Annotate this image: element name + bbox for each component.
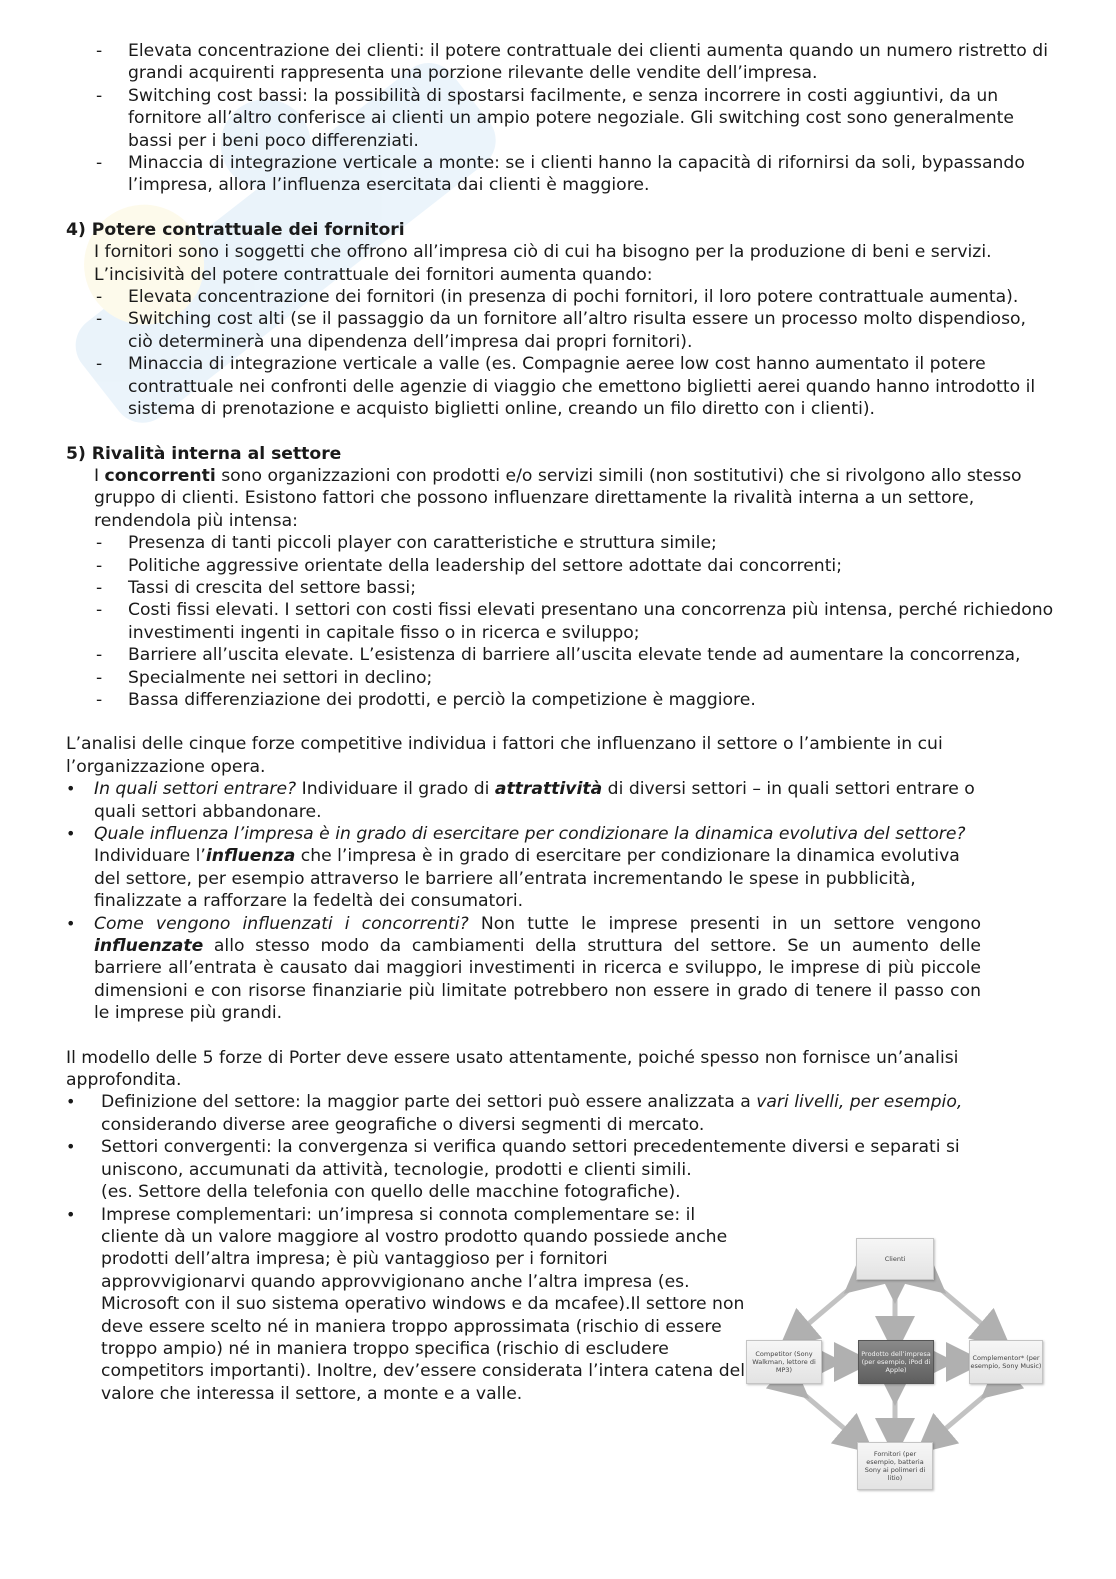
text-span: allo stesso modo da cambiamenti della struttura del settore. Se un aumento delle barriere all’entrata è causato dai maggiori investimenti in ricerca e sviluppo, le imprese di più piccole dimensioni e con risorse finanziarie più limitate potrebbero non essere in grado di tenere il passo con le imprese più grandi. — [94, 936, 981, 1024]
list-item: - Switching cost alti (se il passaggio da un fornitore all’altro risulta essere un processo molto dispendioso, ciò determinerà una dipendenza dell’impresa dai propri fornitori). — [66, 308, 1056, 353]
spacer — [66, 1025, 1056, 1047]
text-span: Definizione del settore: la maggior parte dei settori può essere analizzata a — [101, 1092, 757, 1113]
diagram-box-clienti: Clienti — [856, 1238, 934, 1280]
complementor-diagram — [744, 1236, 1046, 1492]
keyword-attrattivita: attrattività — [494, 779, 603, 800]
bullet-item: • Imprese complementari: un’impresa si connota complementare se: il cliente dà un valore maggiore al vostro prodotto quando possiede anche prodotti dell’altra impresa; è più vantaggioso per i fornitori approvvigionarvi quando approvvigionano anche l’altra impresa (es. Microsoft con il suo sistema operativo windows e da mcafee).Il settore non deve essere scelto né in maniera troppo approssimata (rischio di essere troppo ampio) né in maniera troppo specifica (rischio di escludere competitors importanti). Inoltre, dev’essere considerata l’intera catena del valore che interessa il settore, a monte e a valle. — [66, 1204, 751, 1406]
bullet-item — [66, 823, 981, 913]
text-span: Individuare l’ — [94, 846, 206, 867]
list-item: - Bassa differenziazione dei prodotti, e perciò la competizione è maggiore. — [66, 689, 1056, 711]
text-span: • Settori convergenti: la convergenza si verifica quando settori precedentemente diversi e separati si uniscono, accumunati da attività, tecnologie, prodotti e clienti simili. — [101, 1137, 960, 1180]
diagram-box-competitor: Competitor (Sony Walkman, lettore di MP3) — [746, 1340, 822, 1384]
list-item: - Minaccia di integrazione verticale a valle (es. Compagnie aeree low cost hanno aumentato il potere contrattuale nei confronti delle agenzie di viaggio che emettono biglietti aerei quando hanno introdotto il sistema di prenotazione e acquisto biglietti online, creando un filo diretto con i clienti). — [66, 353, 1056, 420]
section-4-intro: I fornitori sono i soggetti che offrono all’impresa ciò di cui ha bisogno per la produzione di beni e servizi. L’incisività del potere contrattuale dei fornitori aumenta quando: — [94, 242, 992, 285]
porter-intro: Il modello delle 5 forze di Porter deve essere usato attentamente, poiché spesso non fornisce un’analisi approfondita. — [66, 1047, 959, 1091]
keyword-concorrenti: concorrenti — [104, 465, 216, 486]
text-span: considerando diverse aree geografiche o diversi segmenti di mercato. — [101, 1114, 705, 1135]
buyer-power-list — [66, 40, 1056, 197]
diagram-box-fornitori: Fornitori (per esempio, batteria Sony ai polimeri di litio) — [857, 1442, 933, 1490]
rivalry-list — [66, 532, 1056, 711]
list-item: - Elevata concentrazione dei clienti: il potere contrattuale dei clienti aumenta quando un numero ristretto di grandi acquirenti rappresenta una porzione rilevante delle vendite dell’impresa. — [66, 40, 1056, 85]
list-item: - Barriere all’uscita elevate. L’esistenza di barriere all’uscita elevate tende ad aumentare la concorrenza, — [66, 644, 1056, 666]
list-item: - Elevata concentrazione dei fornitori (in presenza di pochi fornitori, il loro potere contrattuale aumenta). — [66, 286, 1056, 308]
list-item: - Tassi di crescita del settore bassi; — [66, 577, 1056, 599]
keyword-influenzate: influenzate — [94, 936, 204, 957]
bullet-item — [66, 1136, 1056, 1203]
text-span: sono organizzazioni con prodotti e/o servizi simili (non sostitutivi) che si rivolgono allo stesso gruppo di clienti. Esistono fattori che possono influenzare direttamente la rivalità interna a un settore, rendendola più intensa: — [94, 465, 1022, 531]
bullet-item — [66, 778, 981, 823]
text-span: I — [94, 465, 105, 486]
section-4-heading: 4) Potere contrattuale dei fornitori — [66, 219, 405, 240]
bullet-item — [66, 913, 981, 1025]
document-body — [66, 40, 1056, 1405]
question-text: Come vengono influenzati i concorrenti? — [94, 913, 469, 934]
analysis-intro: L’analisi delle cinque forze competitive individua i fattori che influenzano il settore o l’ambiente in cui l’organizzazione opera. — [66, 734, 943, 777]
question-text: In quali settori entrare? — [94, 779, 297, 800]
bullet-item — [66, 1091, 1056, 1136]
text-span: Non tutte le imprese presenti in un settore vengono — [468, 913, 981, 934]
spacer — [66, 711, 1056, 733]
keyword-influenza: influenza — [205, 846, 296, 867]
section-5-intro — [66, 465, 1056, 532]
italic-text: vari livelli, per esempio, — [756, 1092, 963, 1113]
diagram-box-complementor: Complementor* (per esempio, Sony Music) — [969, 1340, 1043, 1384]
list-item: - Costi fissi elevati. I settori con costi fissi elevati presentano una concorrenza più intensa, perché richiedono investimenti ingenti in capitale fisso o in ricerca e sviluppo; — [66, 599, 1056, 644]
list-item: - Presenza di tanti piccoli player con caratteristiche e struttura simile; — [66, 532, 1056, 554]
question-text: Quale influenza l’impresa è in grado di esercitare per condizionare la dinamica evolutiva del settore? — [94, 824, 966, 844]
example-note: (es. Settore della telefonia con quello delle macchine fotografiche). — [101, 1182, 681, 1203]
text-span: Individuare il grado di — [296, 779, 495, 800]
analysis-bullets — [66, 778, 981, 1024]
text-span: di diversi settori – in quali settori entrare o quali settori abbandonare. — [94, 779, 975, 822]
list-item: - Switching cost bassi: la possibilità di spostarsi facilmente, e senza incorrere in costi aggiuntivi, da un fornitore all’altro conferisce ai clienti un ampio potere negoziale. Gli switching cost sono generalmente bassi per i beni poco differenziati. — [66, 85, 1056, 152]
section-5-heading: 5) Rivalità interna al settore — [66, 443, 342, 464]
text-span: che l’impresa è in grado di esercitare per condizionare la dinamica evolutiva del settore, per esempio attraverso le barriere all’entrata incrementando le spese in pubblicità, finalizzate a rafforzare la fedeltà dei consumatori. — [94, 846, 960, 912]
list-item: - Specialmente nei settori in declino; — [66, 667, 1056, 689]
list-item: - Politiche aggressive orientate della leadership del settore adottate dai concorrenti; — [66, 555, 1056, 577]
list-item: - Minaccia di integrazione verticale a monte: se i clienti hanno la capacità di rifornirsi da soli, bypassando l’impresa, allora l’influenza esercitata dai clienti è maggiore. — [66, 152, 1056, 197]
supplier-power-list — [66, 286, 1056, 420]
diagram-box-prodotto: Prodotto dell’impresa (per esempio, iPod di Apple) — [858, 1340, 934, 1384]
